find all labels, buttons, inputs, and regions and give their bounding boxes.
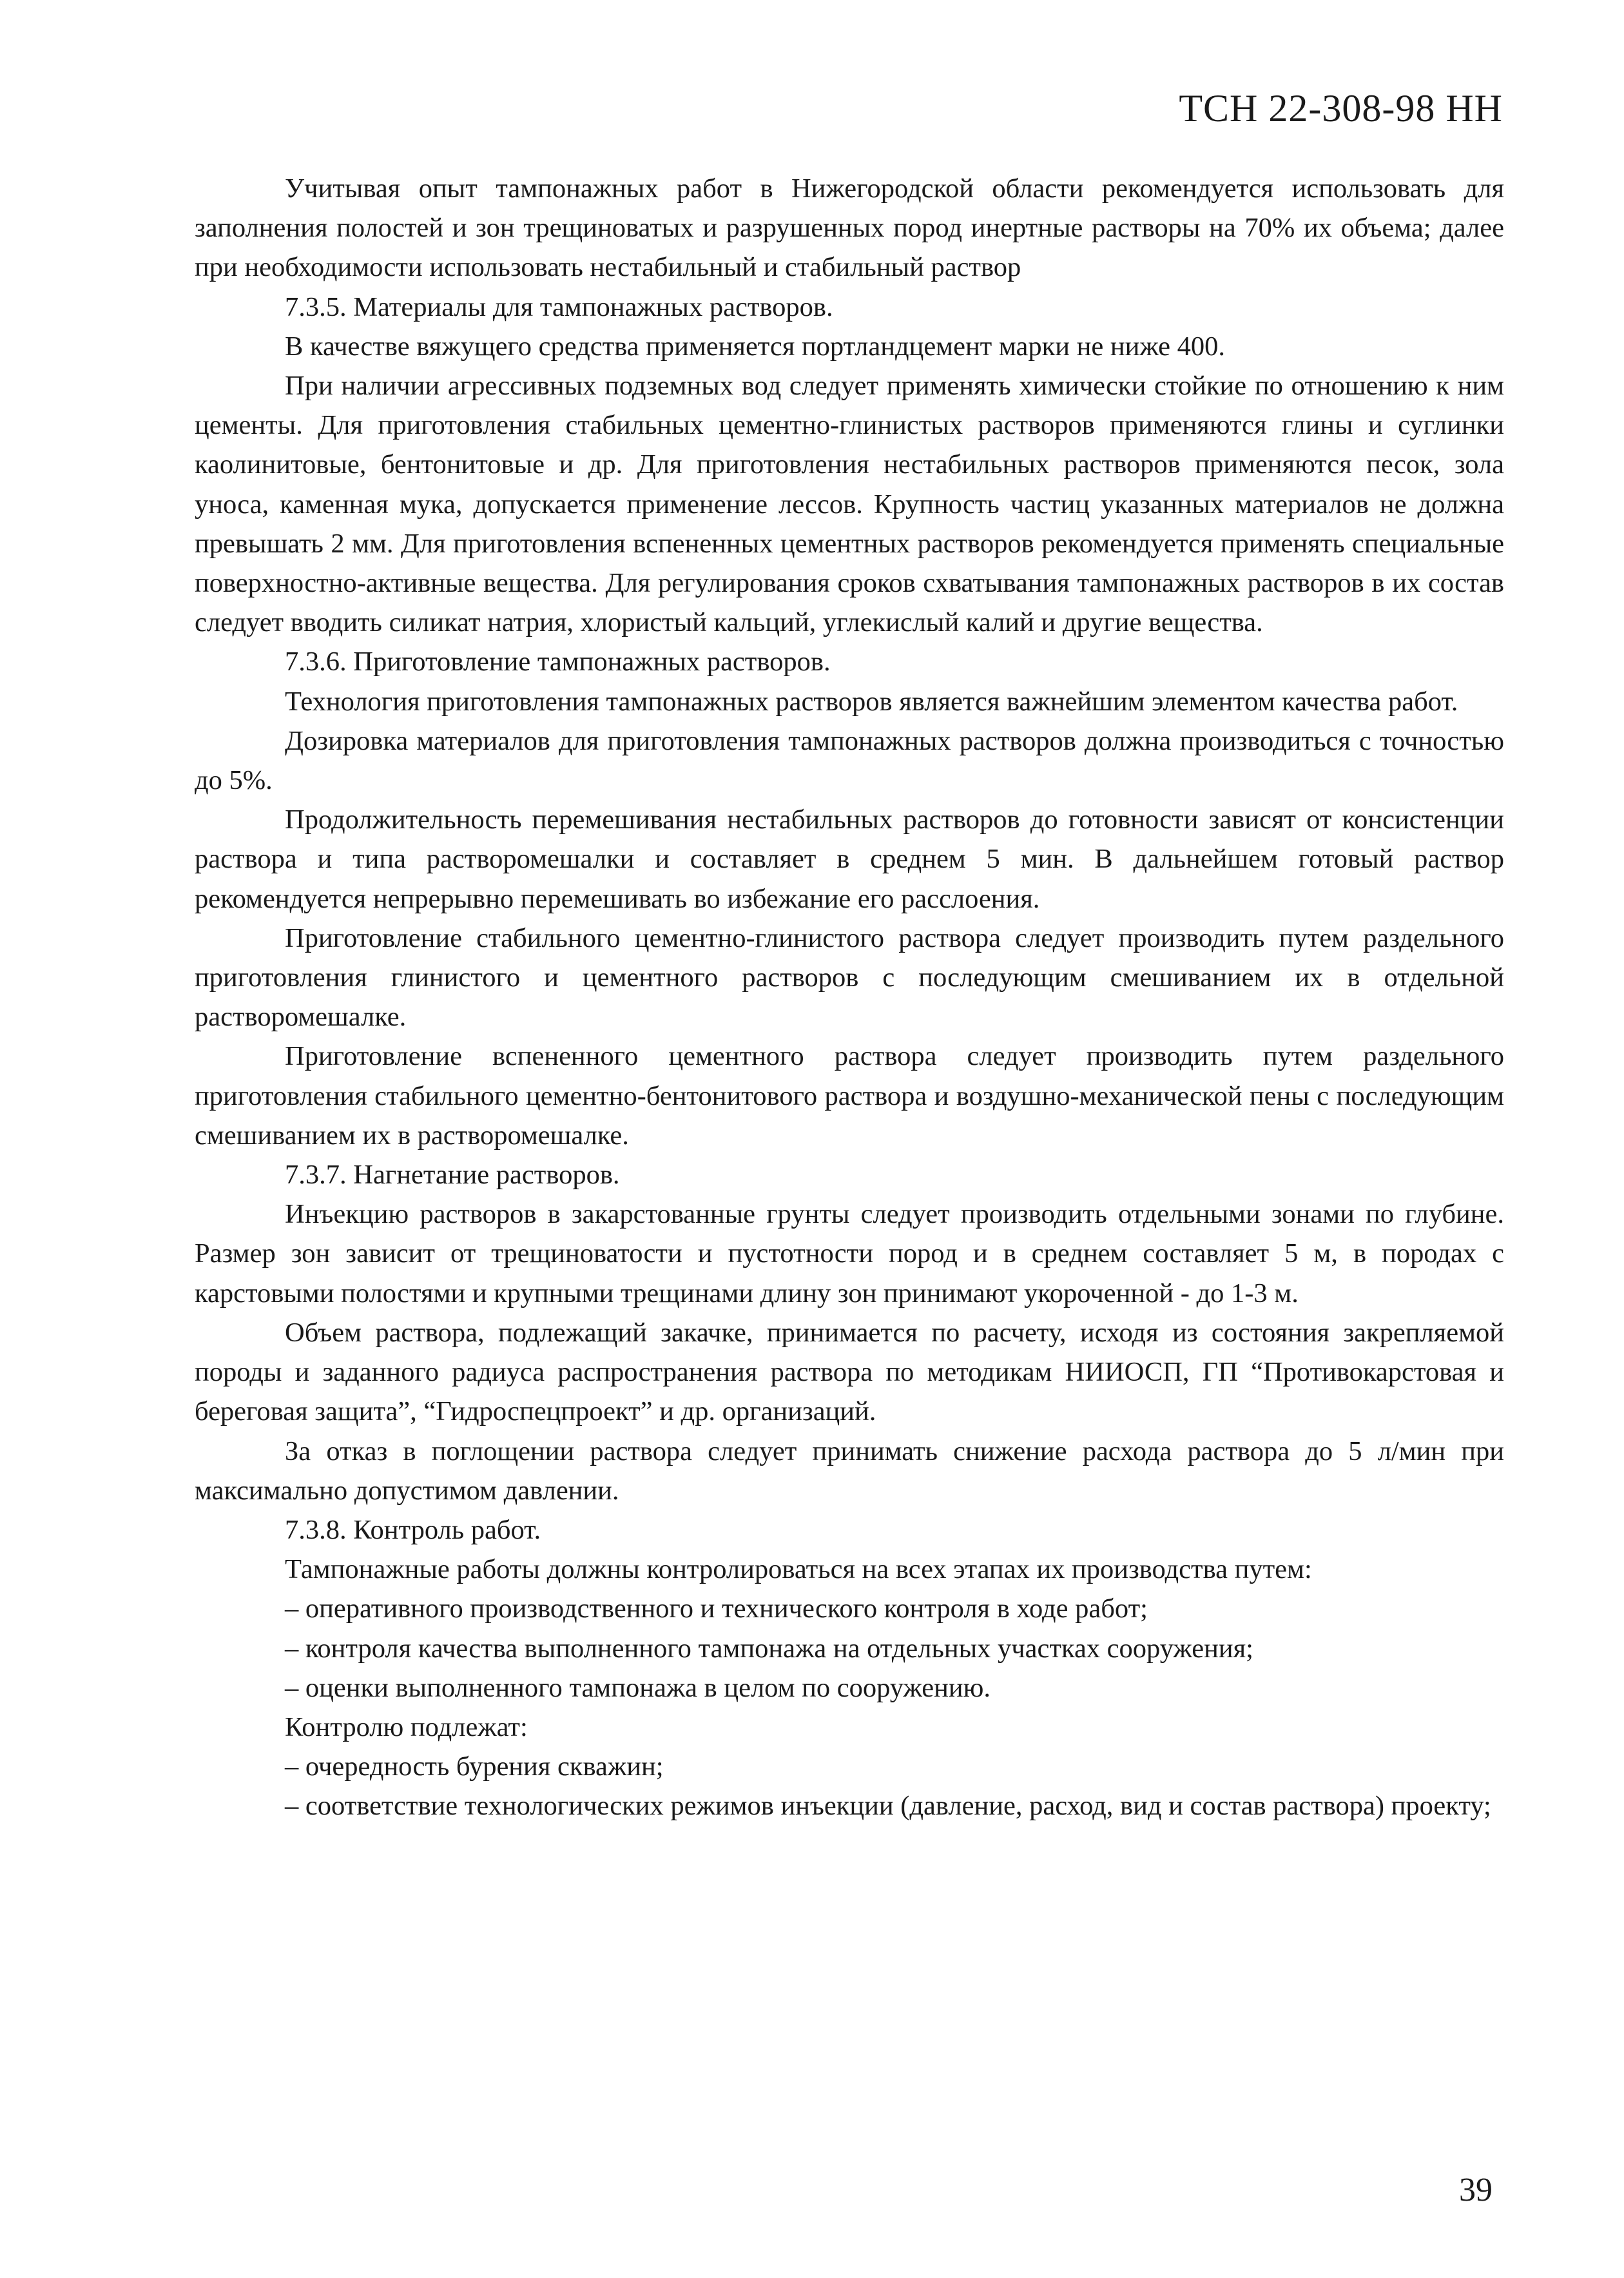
- paragraph-9: Инъекцию растворов в закарстованные грунты следует производить отдельными зонами по глубине. Размер зон зависит от трещиноватости и пустотности пород и в среднем составляет 5 м, в породах с карстовыми полостями и крупными трещинами длину зон принимают укороченной - до 1-3 м.: [195, 1199, 1504, 1309]
- document-code: ТСН 22-308-98 НН: [1179, 87, 1503, 130]
- section-heading-7-3-6: 7.3.6. Приготовление тампонажных растворов.: [285, 647, 831, 677]
- paragraph-12: Тампонажные работы должны контролироваться на всех этапах их производства путем:: [285, 1554, 1312, 1585]
- paragraph-6: Продолжительность перемешивания нестабильных растворов до готовности зависят от консистенции раствора и типа растворомешалки и составляет в среднем 5 мин. В дальнейшем готовый раствор рекомендуется непрерывно перемешивать во избежание его расслоения.: [195, 804, 1504, 914]
- list-item: – контроля качества выполненного тампонажа на отдельных участках сооружения;: [285, 1633, 1253, 1664]
- paragraph-4: Технология приготовления тампонажных растворов является важнейшим элементом качества работ.: [285, 686, 1458, 717]
- list-item: – очередность бурения скважин;: [285, 1751, 664, 1782]
- paragraph-5: Дозировка материалов для приготовления тампонажных растворов должна производиться с точностью до 5%.: [195, 725, 1504, 796]
- document-body: [195, 169, 1504, 1826]
- section-heading-7-3-5: 7.3.5. Материалы для тампонажных растворов.: [285, 291, 833, 322]
- paragraph-3: При наличии агрессивных подземных вод следует применять химически стойкие по отношению к ним цементы. Для приготовления стабильных цементно-глинистых растворов применяются глины и суглинки каолинитовые, бентонитовые и др. Для приготовления нестабильных растворов применяются песок, зола уноса, каменная мука, допускается применение лессов. Крупность частиц указанных материалов не должна превышать 2 мм. Для приготовления вспененных цементных растворов рекомендуется применять специальные поверхностно-активные вещества. Для регулирования сроков схватывания тампонажных растворов в их состав следует вводить силикат натрия, хлористый кальций, углекислый калий и другие вещества.: [195, 371, 1504, 638]
- paragraph-10: Объем раствора, подлежащий закачке, принимается по расчету, исходя из состояния закрепляемой породы и заданного радиуса распространения раствора по методикам НИИОСП, ГП “Противокарстовая и береговая защита”, “Гидроспецпроект” и др. организаций.: [195, 1317, 1504, 1427]
- list-item: – оценки выполненного тампонажа в целом по сооружению.: [285, 1672, 991, 1703]
- paragraph-11: За отказ в поглощении раствора следует принимать снижение расхода раствора до 5 л/мин при максимально допустимом давлении.: [195, 1436, 1504, 1506]
- list-item: – соответствие технологических режимов инъекции (давление, расход, вид и состав раствора) проекту;: [285, 1791, 1491, 1822]
- paragraph-7: Приготовление стабильного цементно-глинистого раствора следует производить путем раздельного приготовления глинистого и цементного растворов с последующим смешиванием их в отдельной растворомешалке.: [195, 922, 1504, 1033]
- section-heading-7-3-8: 7.3.8. Контроль работ.: [285, 1514, 541, 1545]
- list-item: – оперативного производственного и технического контроля в ходе работ;: [285, 1593, 1148, 1624]
- section-heading-7-3-7: 7.3.7. Нагнетание растворов.: [285, 1160, 620, 1191]
- paragraph-1: Учитывая опыт тампонажных работ в Нижегородской области рекомендуется использовать для заполнения полостей и зон трещиноватых и разрушенных пород инертные растворы на 70% их объема; далее при необходимости использовать нестабильный и стабильный раствор: [195, 173, 1504, 283]
- paragraph-13: Контролю подлежат:: [285, 1711, 528, 1742]
- page-number: 39: [1459, 2172, 1493, 2208]
- paragraph-8: Приготовление вспененного цементного раствора следует производить путем раздельного приготовления стабильного цементно-бентонитового раствора и воздушно-механической пены с последующим смешиванием их в растворомешалке.: [195, 1041, 1504, 1151]
- paragraph-2: В качестве вяжущего средства применяется портландцемент марки не ниже 400.: [285, 331, 1226, 362]
